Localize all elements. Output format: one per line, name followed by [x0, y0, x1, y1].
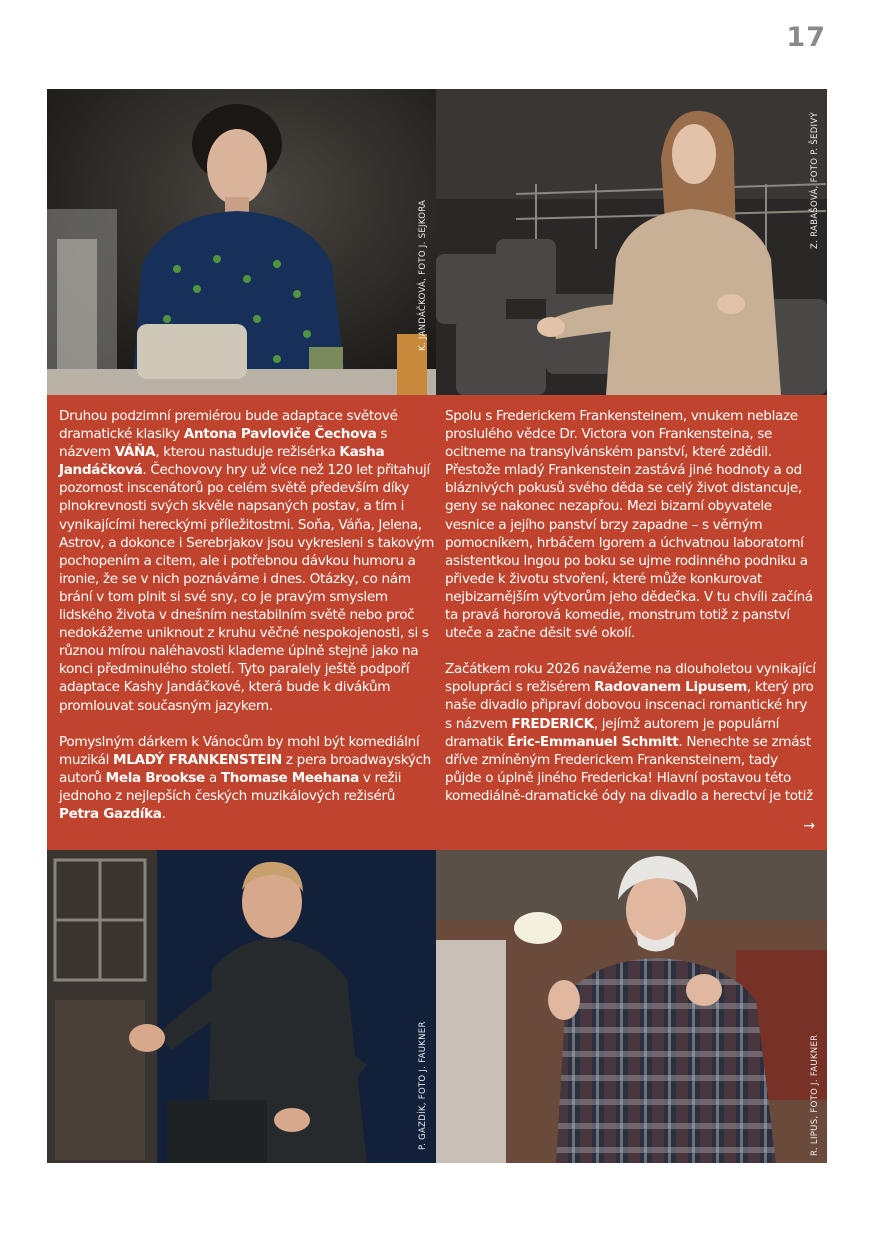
paragraph-frederick: Začátkem roku 2026 navážeme na dlouholetou vynikající spolupráci s režisérem Radovanem Lipusem, který pro naše divadlo připraví dobovou inscenaci romantické hry s názvem FREDERICK, jejímž autorem je populární dramatik Éric-Emmanuel Schmitt. Nenechte se zmást dříve zmíněným Frederickem Frankensteinem, tady půjde o úplně jiného Fredericka! Hlavní postavou této komediálně-dramatické ódy na divadlo a herectví je totiž — [445, 661, 816, 804]
highlight-author: Éric-Emmanuel Schmitt — [507, 733, 679, 750]
article-column-right — [445, 407, 817, 805]
photo-director-jandackova — [47, 89, 436, 395]
photo-credit: Z. RABAŠOVÁ, FOTO P. ŠEDIVÝ — [810, 112, 820, 249]
paragraph-frankenstein-plot: Spolu s Frederickem Frankensteinem, vnukem neblaze proslulého vědce Dr. Victora von Frankensteina, se ocitneme na transylvánském panství, které zdědil. Přestože mladý Frankenstein zastává jiné hodnoty a od bláznivých pokusů svého děda se celý život distancuje, geny se nakonec nezapřou. Mezi bizarní obyvatele vesnice a jejího panství brzy zapadne – s věrným pomocníkem, hrbáčem Igorem a úchvatnou laboratorní asistentkou Ingou po boku se ujme rodinného podniku a přivede k životu stvoření, které může konkurovat nejbizarnějším výtvorům jeho dědečka. V tu chvíli začíná ta pravá hororová komedie, monstrum totiž z panství uteče a začne děsit své okolí. — [445, 408, 813, 642]
paragraph-vana: Druhou podzimní premiérou bude adaptace světové dramatické klasiky Antona Pavloviče Čechova s názvem VÁŇA, kterou nastuduje režisérka Kasha Jandáčková. Čechovovy hry už více než 120 let přitahují pozornost inscenátorů po celém světě především díky plnokrevnosti svých skvěle napsaných postav, a tím i vynikajícími hereckými příležitostmi. Soňa, Váňa, Jelena, Astrov, a dokonce i Serebrjakov jsou vykresleni s takovým pochopením a citem, ale i potřebnou dávkou humoru a ironie, že se v nich poznáváme i dnes. Otázky, co nám brání v tom plnit si své sny, co je pravým smyslem lidského života v dnešním nestabilním světě nebo proč nedokážeme uniknout z kruhu věčné nespokojenosti, si s různou mírou naléhavosti klademe úplně stejně jako na konci předminulého století. Tyto paralely ještě podpoří adaptace Kashy Jandáčkové, která bude k divákům promlouvat současným jazykem. — [59, 408, 435, 714]
photo-credit: K. JANDÁČKOVÁ, FOTO J. SEJKORA — [418, 199, 428, 351]
highlight-director: Kasha Jandáčková — [59, 444, 385, 479]
photo-credit: P. GAZDÍK, FOTO J. FAUKNER — [418, 1021, 428, 1150]
highlight-director: Radovanem Lipusem — [594, 679, 747, 696]
continue-arrow-icon: → — [803, 818, 815, 834]
highlight-author: Antona Pavloviče Čechova — [183, 426, 377, 443]
photo-director-gazdik — [47, 850, 436, 1163]
article-text-panel — [47, 395, 827, 850]
article-column-left — [59, 407, 435, 823]
highlight-title: MLADÝ FRANKENSTEIN — [113, 751, 282, 768]
paragraph-frankenstein-intro: Pomyslným dárkem k Vánocům by mohl být komediální muzikál MLADÝ FRANKENSTEIN z pera broadwayských autorů Mela Brookse a Thomase Meehana v režii jednoho z nejlepších českých muzikálových režisérů Petra Gazdíka. — [59, 733, 431, 822]
photo-actress-auditorium — [436, 89, 827, 395]
highlight-title: VÁŇA — [114, 444, 156, 461]
highlight-title: FREDERICK — [511, 715, 594, 732]
highlight-director: Petra Gazdíka — [59, 805, 162, 822]
highlight-author: Mela Brookse — [105, 769, 205, 786]
page-number: 17 — [786, 22, 826, 53]
photo-credit: R. LIPUS, FOTO J. FAUKNER — [810, 1034, 820, 1156]
highlight-author: Thomase Meehana — [220, 769, 359, 786]
photo-director-lipus — [436, 850, 827, 1163]
